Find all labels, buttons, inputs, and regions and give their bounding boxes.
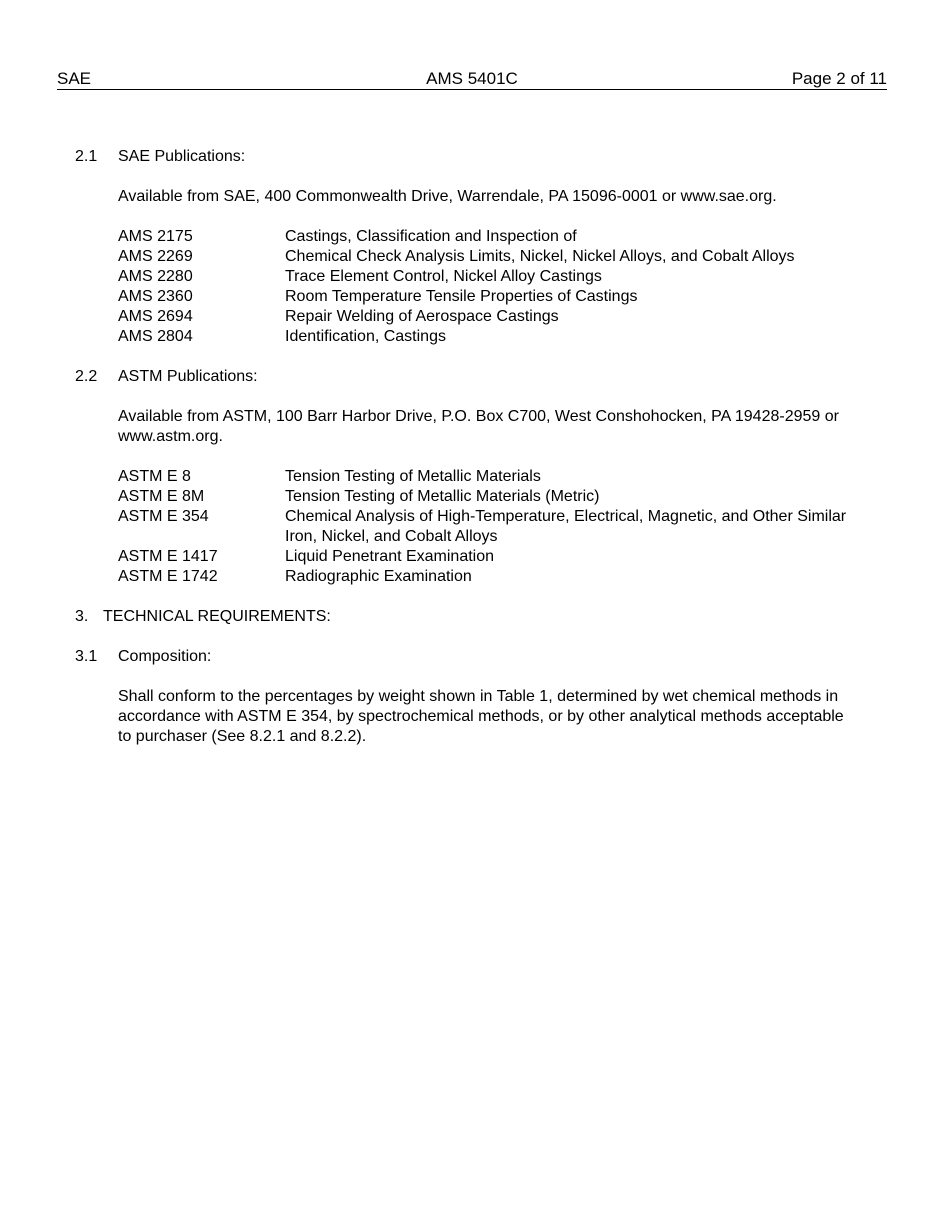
reference-title: Chemical Check Analysis Limits, Nickel, Nickel Alloys, and Cobalt Alloys (285, 248, 795, 265)
header-doc-number: AMS 5401C (426, 69, 518, 88)
section-title: ASTM Publications: (118, 368, 258, 385)
section-number: 3.1 (75, 648, 98, 665)
reference-code: AMS 2269 (118, 248, 193, 265)
reference-code: AMS 2280 (118, 268, 193, 285)
sae-availability: Available from SAE, 400 Commonwealth Drive, Warrendale, PA 15096-0001 or www.sae.org. (118, 188, 777, 205)
section-2-1-heading (75, 147, 855, 167)
astm-availability: Available from ASTM, 100 Barr Harbor Drive, P.O. Box C700, West Conshohocken, PA 19428-2959 or www.astm.org. (118, 408, 839, 445)
reference-code: ASTM E 8M (118, 488, 205, 505)
section-number: 3. (75, 608, 89, 625)
reference-code: AMS 2804 (118, 328, 193, 345)
reference-title: Repair Welding of Aerospace Castings (285, 308, 559, 325)
document-body (75, 147, 855, 747)
reference-code: ASTM E 1742 (118, 568, 218, 585)
reference-title: Tension Testing of Metallic Materials (Metric) (285, 488, 600, 505)
header-page-number: Page 2 of 11 (791, 69, 887, 88)
reference-code: ASTM E 354 (118, 508, 209, 525)
reference-item (118, 287, 855, 307)
composition-paragraph: Shall conform to the percentages by weight shown in Table 1, determined by wet chemical methods in accordance with ASTM E 354, by spectrochemical methods, or by other analytical methods acceptable to purchaser (See 8.2.1 and 8.2.2). (118, 688, 844, 745)
reference-item (118, 487, 855, 507)
reference-title: Trace Element Control, Nickel Alloy Castings (285, 268, 602, 285)
reference-item (118, 547, 855, 567)
astm-reference-list (118, 467, 855, 587)
section-number: 2.2 (75, 368, 98, 385)
reference-title: Castings, Classification and Inspection of (285, 228, 577, 245)
reference-title: Room Temperature Tensile Properties of Castings (285, 288, 638, 305)
reference-item (118, 327, 855, 347)
section-title: SAE Publications: (118, 148, 246, 165)
reference-item (118, 567, 855, 587)
reference-item (118, 247, 855, 267)
page-header (57, 68, 887, 90)
reference-item (118, 507, 855, 547)
section-title: Composition: (118, 648, 212, 665)
section-title: TECHNICAL REQUIREMENTS: (103, 608, 331, 625)
reference-title: Chemical Analysis of High-Temperature, Electrical, Magnetic, and Other Similar Iron, Nickel, and Cobalt Alloys (285, 508, 847, 545)
reference-title: Radiographic Examination (285, 568, 472, 585)
reference-code: AMS 2360 (118, 288, 193, 305)
sae-reference-list (118, 227, 855, 347)
reference-title: Identification, Castings (285, 328, 446, 345)
reference-code: AMS 2694 (118, 308, 193, 325)
reference-code: ASTM E 8 (118, 468, 191, 485)
section-3-1-heading (75, 647, 855, 667)
section-number: 2.1 (75, 148, 98, 165)
section-3-heading (75, 607, 855, 627)
reference-item (118, 307, 855, 327)
reference-title: Liquid Penetrant Examination (285, 548, 495, 565)
reference-item (118, 467, 855, 487)
reference-title: Tension Testing of Metallic Materials (285, 468, 541, 485)
header-org: SAE (57, 69, 92, 88)
reference-item (118, 227, 855, 247)
reference-code: AMS 2175 (118, 228, 193, 245)
reference-code: ASTM E 1417 (118, 548, 218, 565)
section-2-2-heading (75, 367, 855, 387)
reference-item (118, 267, 855, 287)
